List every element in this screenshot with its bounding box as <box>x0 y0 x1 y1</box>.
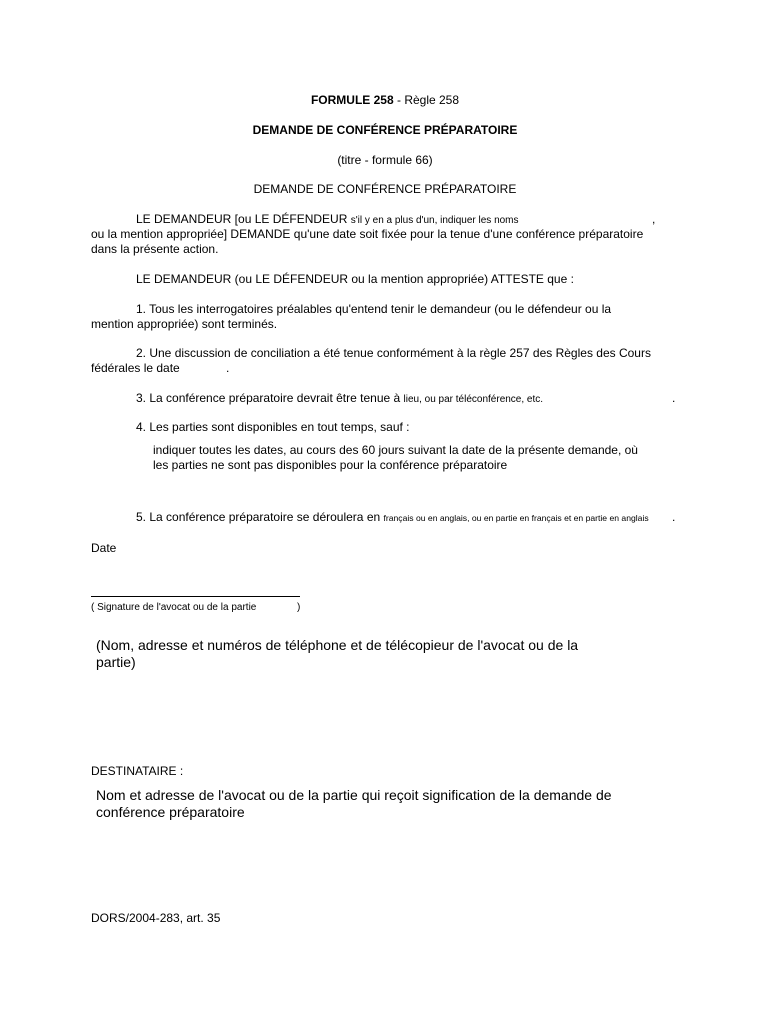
contact-line-2: partie) <box>96 654 136 670</box>
recipient-label: DESTINATAIRE : <box>91 764 184 778</box>
request-line-1-text: LE DEMANDEUR [ou LE DÉFENDEUR <box>136 212 351 226</box>
date-label: Date <box>91 541 117 555</box>
signature-label: ( Signature de l'avocat ou de la partie <box>91 602 257 613</box>
signature-label-close: ) <box>297 602 301 613</box>
item-1-line-1: 1. Tous les interrogatoires préalables qu'entend tenir le demandeur (ou le défendeur ou la <box>136 302 612 316</box>
request-line-2: ou la mention appropriée] DEMANDE qu'une date soit fixée pour la tenue d'une conférence préparatoire <box>91 227 644 241</box>
conference-location-field[interactable]: lieu, ou par téléconférence, etc. <box>403 394 544 405</box>
form-heading: DEMANDE DE CONFÉRENCE PRÉPARATOIRE <box>252 123 518 137</box>
contact-line-1: (Nom, adresse et numéros de téléphone et de télécopieur de l'avocat ou de la <box>96 637 579 653</box>
recipient-line-2: conférence préparatoire <box>96 804 245 820</box>
item-1-line-2: mention appropriée) sont terminés. <box>91 317 278 331</box>
item-2-line-2 <box>91 361 180 376</box>
form-number <box>0 93 770 108</box>
conference-language-field[interactable]: français ou en anglais, ou en partie en français et en partie en anglais <box>383 513 649 523</box>
item-3-text: 3. La conférence préparatoire devrait être tenue à <box>136 391 404 405</box>
item-2-line-1: 2. Une discussion de conciliation a été tenue conformément à la règle 257 des Règles des Cours <box>136 346 651 360</box>
request-line-1-comma: , <box>652 212 656 226</box>
party-names-field[interactable]: s'il y en a plus d'un, indiquer les noms <box>350 215 519 226</box>
title-note: (titre - formule 66) <box>337 153 433 167</box>
signature-line[interactable] <box>91 596 300 597</box>
regulation-citation: DORS/2004-283, art. 35 <box>91 911 221 925</box>
recipient-line-1: Nom et adresse de l'avocat ou de la partie qui reçoit signification de la demande de <box>96 787 612 803</box>
request-line-1 <box>136 212 519 228</box>
unavailable-dates-field[interactable] <box>153 443 638 473</box>
form-rule: - Règle 258 <box>393 93 460 107</box>
form-subheading: DEMANDE DE CONFÉRENCE PRÉPARATOIRE <box>253 182 517 196</box>
conciliation-date-field[interactable]: date <box>156 361 180 375</box>
attest-statement: LE DEMANDEUR (ou LE DÉFENDEUR ou la mention appropriée) ATTESTE que : <box>136 272 574 286</box>
item-5 <box>136 510 649 526</box>
item-2-period: . <box>226 361 230 375</box>
request-line-3: dans la présente action. <box>91 242 219 256</box>
unavailable-dates-line-1: indiquer toutes les dates, au cours des 60 jours suivant la date de la présente demande, où <box>153 443 638 457</box>
item-5-period: . <box>672 510 676 524</box>
item-2-line-2-text: fédérales le <box>91 361 157 375</box>
form-number-label: FORMULE 258 <box>310 93 394 107</box>
item-3 <box>136 391 543 407</box>
item-3-period: . <box>672 391 676 405</box>
unavailable-dates-line-2: les parties ne sont pas disponibles pour la conférence préparatoire <box>153 458 508 472</box>
item-5-text: 5. La conférence préparatoire se déroulera en <box>136 510 384 524</box>
item-4: 4. Les parties sont disponibles en tout temps, sauf : <box>136 420 410 434</box>
